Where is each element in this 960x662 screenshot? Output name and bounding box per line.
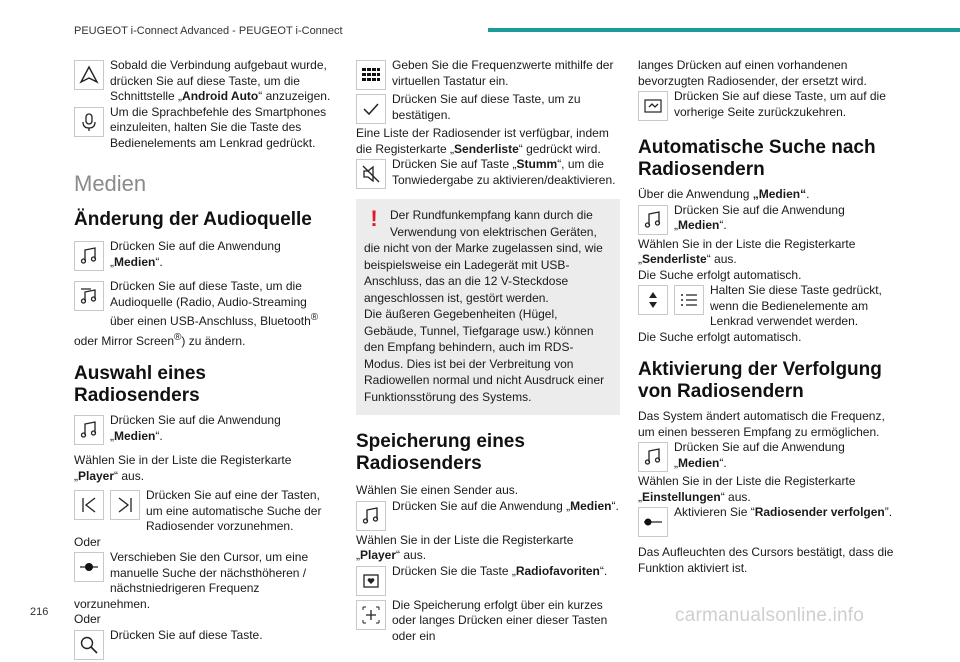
audio-source-text: Drücken Sie auf diese Taste, um die Audioquelle (Radio, Audio-Streaming über einen USB-Anschluss, Bluetooth® oder Mirror Screen®) zu ändern.	[74, 279, 319, 348]
heading-auto-search: Automatische Suche nach Radiosendern	[638, 137, 876, 180]
column-1	[74, 58, 332, 662]
media-app-step-5	[638, 440, 900, 474]
heading-follow-station: Aktivierung der Verfolgung von Radiosendern	[638, 359, 882, 402]
auto-search-note-2: Die Suche erfolgt automatisch.	[638, 329, 802, 344]
keyboard-text: Geben Sie die Frequenzwerte mithilfe der virtuellen Tastatur ein.	[392, 58, 614, 88]
search-icon	[74, 630, 104, 660]
steering-control-text: Halten Sie diese Taste gedrückt, wenn die Bedienelemente am Lenkrad verwendet werden.	[710, 283, 882, 328]
header-accent-bar	[488, 28, 960, 32]
toggle-slider-icon	[638, 507, 668, 537]
settings-tab-text: Wählen Sie in der Liste die Registerkarte „Einstellungen“ aus.	[638, 474, 856, 504]
station-list-tab-text: Wählen Sie in der Liste die Registerkarte „Senderliste“ aus.	[638, 236, 856, 266]
media-app-text-5: Drücken Sie auf die Anwendung „Medien“.	[674, 440, 845, 470]
back-text: Drücken Sie auf diese Taste, um auf die vorherige Seite zurückzukehren.	[674, 89, 886, 119]
auto-search-step	[74, 488, 332, 535]
favorite-heart-icon	[356, 566, 386, 596]
audio-source-step	[74, 279, 332, 349]
add-plus-icon	[356, 600, 386, 630]
music-note-icon	[74, 241, 104, 271]
music-source-icon	[74, 281, 104, 311]
favorites-step	[356, 564, 620, 598]
confirm-step	[356, 92, 620, 126]
heading-audio-source: Änderung der Audioquelle	[74, 209, 312, 230]
replace-favorite-text: langes Drücken auf einen vorhandenen bevorzugten Radiosender, der ersetzt wird.	[638, 58, 867, 88]
warning-box	[356, 199, 620, 415]
skip-previous-icon	[74, 490, 104, 520]
store-step	[356, 598, 620, 645]
follow-toggle-text: Aktivieren Sie “Radiosender verfolgen”.	[674, 505, 893, 519]
speaker-mute-icon	[356, 159, 386, 189]
back-return-icon	[638, 91, 668, 121]
media-app-text-2: Drücken Sie auf die Anwendung „Medien“.	[110, 413, 281, 443]
player-tab-text: Wählen Sie in der Liste die Registerkarte „Player“ aus.	[74, 453, 292, 483]
up-down-arrows-icon	[638, 285, 668, 315]
media-app-step	[74, 239, 332, 273]
skip-next-icon	[110, 490, 140, 520]
mute-text: Drücken Sie auf Taste „Stumm“, um die Tonwiedergabe zu aktivieren/deaktivieren.	[392, 157, 616, 187]
media-app-step-4	[638, 203, 900, 237]
music-note-icon	[638, 442, 668, 472]
column-2	[356, 58, 620, 644]
media-app-step-3	[356, 499, 620, 533]
oder-1: Oder	[74, 534, 101, 549]
warning-text-1: Der Rundfunkempfang kann durch die Verwendung von elektrischen Geräten, die nicht von der Marke zugelassen sind, wie beispielsweise ein Ladegerät mit USB-Anschluss, das an die 12 V-Steckdose angeschlossen ist, gestört werden.	[364, 208, 603, 305]
voice-command-step	[74, 105, 332, 152]
watermark: carmanualsonline.info	[675, 605, 865, 626]
oder-2: Oder	[74, 612, 101, 626]
store-text: Die Speicherung erfolgt über ein kurzes oder langes Drücken einer dieser Tasten oder ein	[392, 597, 608, 643]
slider-text: Verschieben Sie den Cursor, um eine manuelle Suche der nächsthöheren / nächstniedrigeren Frequenz vorzunehmen.	[74, 550, 309, 611]
microphone-icon	[74, 107, 104, 137]
frequency-change-text: Das System ändert automatisch die Frequenz, um einen besseren Empfang zu ermöglichen.	[638, 409, 885, 439]
search-step	[74, 628, 332, 662]
back-step	[638, 89, 900, 123]
follow-toggle-step	[638, 505, 900, 539]
music-note-icon	[356, 501, 386, 531]
running-header: PEUGEOT i-Connect Advanced - PEUGEOT i-Connect	[74, 25, 343, 37]
music-note-icon	[638, 205, 668, 235]
checkmark-icon	[356, 94, 386, 124]
heading-save-station: Speicherung eines Radiosenders	[356, 431, 525, 474]
section-title-medien: Medien	[74, 171, 147, 196]
heading-radio-select: Auswahl eines Radiosenders	[74, 363, 206, 406]
media-app-text-4: Drücken Sie auf die Anwendung „Medien“.	[674, 202, 845, 232]
list-icon	[674, 285, 704, 315]
auto-search-note-1: Die Suche erfolgt automatisch.	[638, 267, 802, 282]
confirm-text: Drücken Sie auf diese Taste, um zu bestätigen.	[392, 92, 581, 122]
android-auto-text: Sobald die Verbindung aufgebaut wurde, drücken Sie auf diese Taste, um die Schnittstelle „Android Auto“ anzuzeigen.	[110, 58, 331, 103]
steering-control-step	[638, 283, 900, 330]
android-auto-icon	[74, 60, 104, 90]
page-number: 216	[30, 606, 49, 618]
mute-step	[356, 157, 620, 191]
media-app-text-3: Drücken Sie auf die Anwendung „Medien“.	[392, 498, 619, 513]
via-media-text: Über die Anwendung „Medien“.	[638, 187, 810, 201]
voice-command-text: Um die Sprachbefehle des Smartphones einzuleiten, halten Sie die Taste des Bedienelements am Lenkrad gedrückt.	[110, 104, 327, 150]
slider-step	[74, 550, 332, 612]
select-station-text: Wählen Sie einen Sender aus.	[356, 483, 519, 497]
cursor-confirm-text: Das Aufleuchten des Cursors bestätigt, dass die Funktion aktiviert ist.	[638, 545, 894, 575]
keyboard-step	[356, 58, 620, 92]
android-auto-step	[74, 58, 332, 105]
warning-text-2: Die äußeren Gegebenheiten (Hügel, Gebäude, Tunnel, Tiefgarage usw.) können den Empfang behindern, auch im RDS-Modus. Dies ist bei der Verbreitung von Radiowellen normal und nicht Ausdruck einer Funktionsstörung des Systems.	[364, 307, 605, 404]
media-app-text: Drücken Sie auf die Anwendung „Medien“.	[110, 239, 281, 269]
player-tab-text-2: Wählen Sie in der Liste die Registerkarte „Player“ aus.	[356, 532, 574, 562]
station-list-text: Eine Liste der Radiosender ist verfügbar, indem die Registerkarte „Senderliste“ gedrückt wird.	[356, 126, 609, 156]
auto-search-text: Drücken Sie auf eine der Tasten, um eine automatische Suche der Radiosender vorzunehmen.	[146, 488, 322, 533]
warning-exclamation-icon: !	[370, 206, 378, 231]
slider-cursor-icon	[74, 552, 104, 582]
column-3	[638, 58, 900, 576]
music-note-icon	[74, 415, 104, 445]
favorites-text: Drücken Sie die Taste „Radiofavoriten“.	[392, 563, 608, 578]
search-text: Drücken Sie auf diese Taste.	[110, 627, 263, 642]
keypad-icon	[356, 60, 386, 90]
media-app-step-2	[74, 413, 332, 447]
